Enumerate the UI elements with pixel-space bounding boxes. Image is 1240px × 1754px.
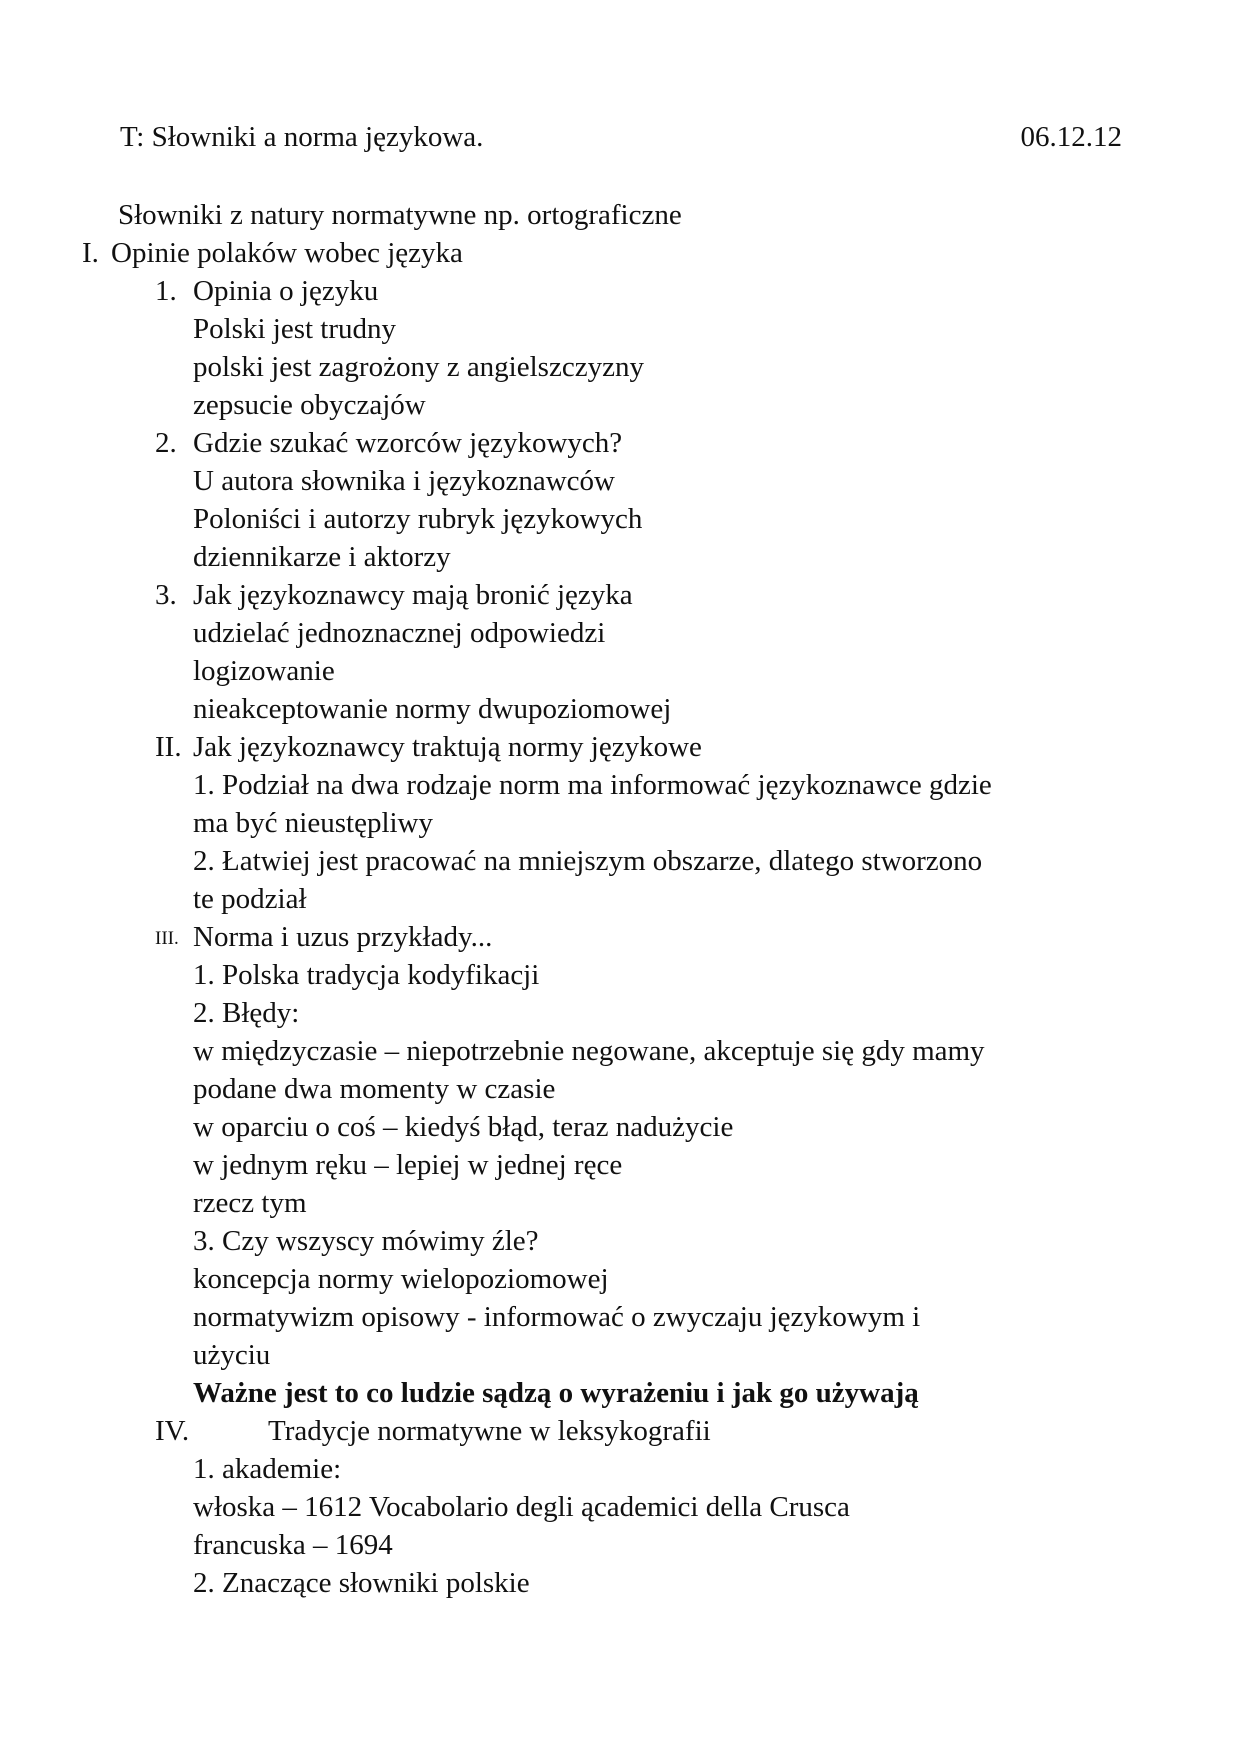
section-1-number: I. xyxy=(82,237,99,269)
s3-line: 3. Czy wszyscy mówimy źle? xyxy=(193,1225,539,1257)
s2-line: ma być nieustępliwy xyxy=(193,807,434,839)
s1-item-2-line: U autora słownika i językoznawców xyxy=(193,465,615,497)
s1-item-1-line: polski jest zagrożony z angielszczyzny xyxy=(193,351,644,383)
s1-item-1-number: 1. xyxy=(155,275,177,307)
s3-line: 1. Polska tradycja kodyfikacji xyxy=(193,959,540,991)
s2-line: te podział xyxy=(193,883,307,915)
s3-line: koncepcja normy wielopoziomowej xyxy=(193,1263,609,1295)
s3-line: rzecz tym xyxy=(193,1187,307,1219)
s3-line: 2. Błędy: xyxy=(193,997,300,1029)
s1-item-3-title: Jak językoznawcy mają bronić języka xyxy=(193,579,633,611)
s1-item-1-line: zepsucie obyczajów xyxy=(193,389,426,421)
section-2-number: II. xyxy=(155,731,182,763)
s1-item-3-line: nieakceptowanie normy dwupoziomowej xyxy=(193,693,672,725)
s4-line: 2. Znaczące słowniki polskie xyxy=(193,1567,530,1599)
s1-item-2-line: dziennikarze i aktorzy xyxy=(193,541,451,573)
s4-line: francuska – 1694 xyxy=(193,1529,393,1561)
s1-item-2-number: 2. xyxy=(155,427,177,459)
s4-line: 1. akademie: xyxy=(193,1453,342,1485)
intro-line: Słowniki z natury normatywne np. ortograficzne xyxy=(118,199,682,231)
section-3-heading: Norma i uzus przykłady... xyxy=(193,921,493,953)
s3-line: użyciu xyxy=(193,1339,271,1371)
s2-line: 1. Podział na dwa rodzaje norm ma informować językoznawce gdzie xyxy=(193,769,992,801)
s3-line: w oparciu o coś – kiedyś błąd, teraz nadużycie xyxy=(193,1111,734,1143)
section-1-heading: Opinie polaków wobec języka xyxy=(111,237,463,269)
s1-item-1-title: Opinia o języku xyxy=(193,275,379,307)
s3-bold-line: Ważne jest to co ludzie sądzą o wyrażeniu i jak go używają xyxy=(193,1377,919,1409)
s1-item-3-line: logizowanie xyxy=(193,655,335,687)
s1-item-1-line: Polski jest trudny xyxy=(193,313,397,345)
s2-line: 2. Łatwiej jest pracować na mniejszym obszarze, dlatego stworzono xyxy=(193,845,983,877)
s3-line: normatywizm opisowy - informować o zwyczaju językowym i xyxy=(193,1301,921,1333)
s1-item-2-line: Poloniści i autorzy rubryk językowych xyxy=(193,503,643,535)
s3-line: podane dwa momenty w czasie xyxy=(193,1073,556,1105)
section-2-heading: Jak językoznawcy traktują normy językowe xyxy=(193,731,702,763)
s3-line: w międzyczasie – niepotrzebnie negowane, akceptuje się gdy mamy xyxy=(193,1035,985,1067)
section-3-number: III. xyxy=(155,928,179,949)
s1-item-3-number: 3. xyxy=(155,579,177,611)
section-4-heading: Tradycje normatywne w leksykografii xyxy=(268,1415,711,1447)
s4-line: włoska – 1612 Vocabolario degli ącademici della Crusca xyxy=(193,1491,850,1523)
section-4-number: IV. xyxy=(155,1415,190,1447)
document-date: 06.12.12 xyxy=(1020,121,1122,153)
document-title: T: Słowniki a norma językowa. xyxy=(120,121,484,153)
s3-line: w jednym ręku – lepiej w jednej ręce xyxy=(193,1149,623,1181)
s1-item-3-line: udzielać jednoznacznej odpowiedzi xyxy=(193,617,606,649)
s1-item-2-title: Gdzie szukać wzorców językowych? xyxy=(193,427,623,459)
